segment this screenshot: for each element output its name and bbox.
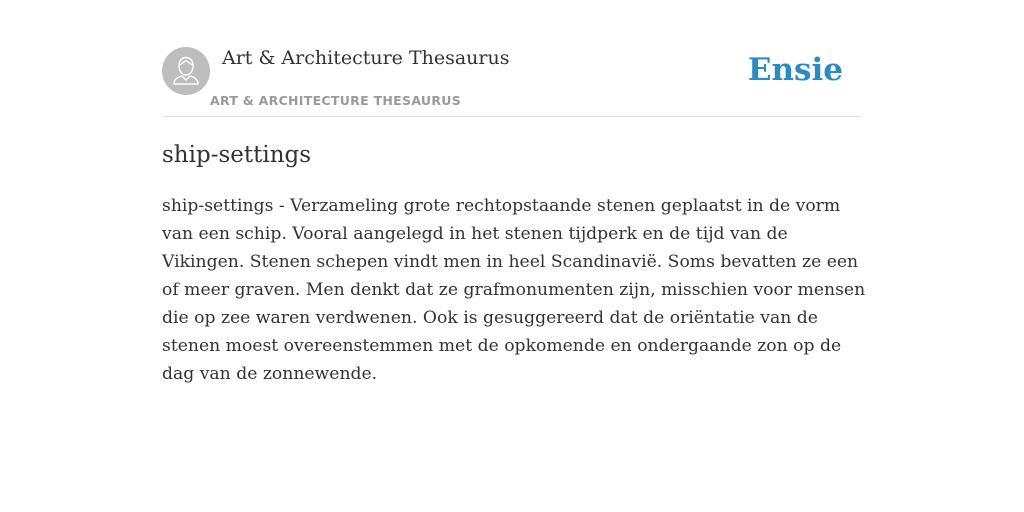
brand-logo-link[interactable]: Ensie (747, 52, 843, 88)
author-name[interactable]: Art & Architecture Thesaurus (222, 47, 510, 69)
author-avatar[interactable] (162, 47, 210, 95)
author-subtitle: ART & ARCHITECTURE THESAURUS (210, 93, 462, 108)
entry-body: ship-settings - Verzameling grote rechtopstaande stenen geplaatst in de vorm van een schip. Vooral aangelegd in het stenen tijdperk en de tijd van de Vikingen. Stenen schepen vindt men in heel Scandinavië. Soms bevatten ze een of meer graven. Men denkt dat ze grafmonumenten zijn, misschien voor mensen die op zee waren verdwenen. Ook is gesuggereerd dat de oriëntatie van de stenen moest overeenstemmen met de opkomende en ondergaande zon op de dag van de zonnewende. (162, 196, 866, 384)
entry-title: ship-settings (162, 142, 312, 168)
user-silhouette-icon (162, 47, 210, 95)
entry-header (162, 46, 862, 117)
